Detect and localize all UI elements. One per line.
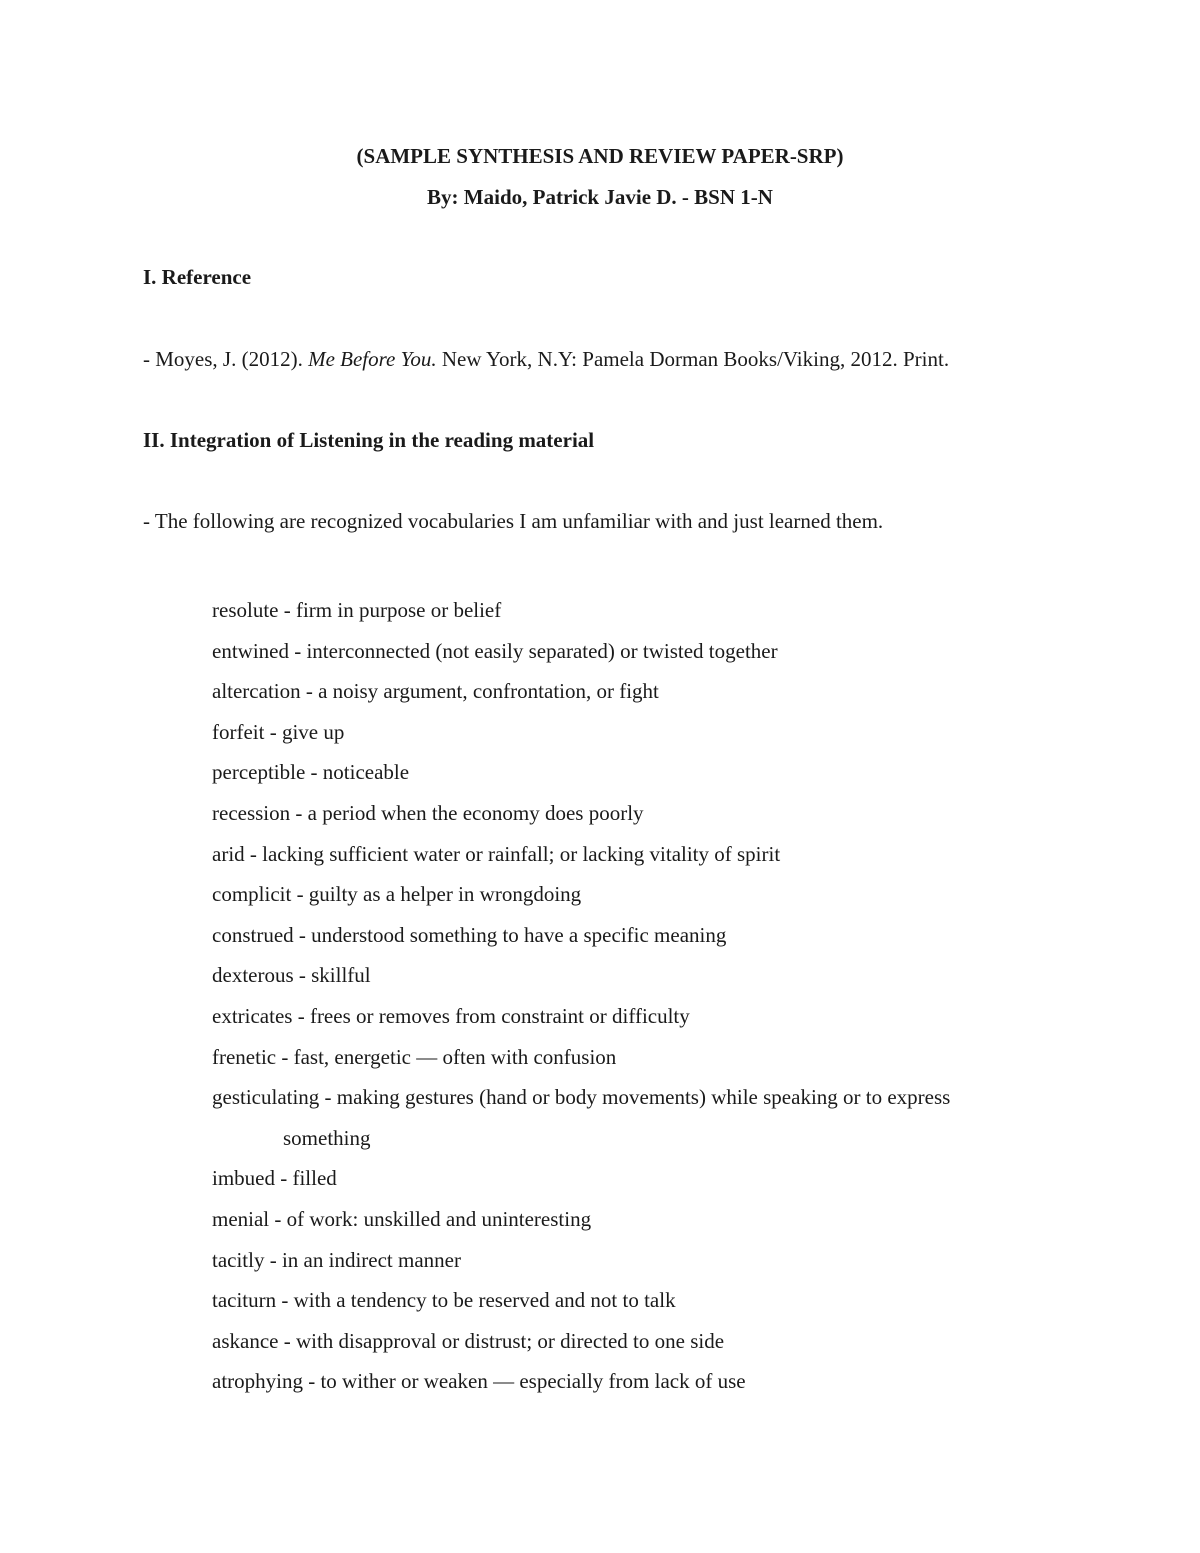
vocabulary-text: tacitly - in an indirect manner (212, 1247, 461, 1272)
vocabulary-text: gesticulating - making gestures (hand or body movements) while speaking or to express (212, 1085, 951, 1110)
vocabulary-text: complicit - guilty as a helper in wrongdoing (212, 882, 582, 907)
vocabulary-item (212, 1077, 1092, 1158)
vocabulary-text: construed - understood something to have a specific meaning (212, 922, 727, 947)
vocabulary-text: askance - with disapproval or distrust; or directed to one side (212, 1328, 725, 1353)
vocabulary-list (212, 590, 1092, 1402)
vocabulary-item (212, 1361, 1092, 1402)
vocabulary-text: dexterous - skillful (212, 963, 371, 988)
reference-heading: I. Reference (143, 265, 252, 289)
vocabulary-intro: - The following are recognized vocabularies I am unfamiliar with and just learned them. (143, 509, 884, 533)
book-title: Me Before You. (308, 347, 437, 371)
vocabulary-item (212, 590, 1092, 631)
vocabulary-text: frenetic - fast, energetic — often with confusion (212, 1044, 617, 1069)
citation-suffix: New York, N.Y: Pamela Dorman Books/Viking, 2012. Print. (436, 347, 950, 371)
vocabulary-text: taciturn - with a tendency to be reserved and not to talk (212, 1288, 676, 1313)
reference-citation (143, 347, 949, 372)
vocabulary-continuation: something (283, 1125, 371, 1150)
vocabulary-item (212, 1037, 1092, 1078)
vocabulary-item (212, 915, 1092, 956)
vocabulary-text: entwined - interconnected (not easily separated) or twisted together (212, 638, 778, 663)
vocabulary-item (212, 874, 1092, 915)
vocabulary-item (212, 631, 1092, 672)
vocabulary-item (212, 996, 1092, 1037)
vocabulary-text: resolute - firm in purpose or belief (212, 598, 502, 622)
vocabulary-text: altercation - a noisy argument, confrontation, or fight (212, 679, 659, 704)
vocabulary-item (212, 1321, 1092, 1362)
author-line: By: Maido, Patrick Javie D. - BSN 1-N (427, 185, 773, 209)
vocabulary-item (212, 793, 1092, 834)
vocabulary-text: atrophying - to wither or weaken — especially from lack of use (212, 1369, 746, 1394)
vocabulary-text: menial - of work: unskilled and uninteresting (212, 1206, 592, 1231)
vocabulary-text: forfeit - give up (212, 719, 345, 744)
vocabulary-item (212, 1240, 1092, 1281)
vocabulary-item (212, 1158, 1092, 1199)
document-title: (SAMPLE SYNTHESIS AND REVIEW PAPER-SRP) (356, 144, 844, 168)
vocabulary-text: perceptible - noticeable (212, 760, 410, 785)
vocabulary-item (212, 671, 1092, 712)
citation-prefix: - Moyes, J. (2012). (143, 347, 309, 371)
vocabulary-item (212, 834, 1092, 875)
vocabulary-text: recession - a period when the economy does poorly (212, 800, 644, 825)
vocabulary-item (212, 1280, 1092, 1321)
vocabulary-text: imbued - filled (212, 1166, 337, 1191)
vocabulary-item (212, 712, 1092, 753)
vocabulary-text: extricates - frees or removes from constraint or difficulty (212, 1003, 690, 1028)
vocabulary-item (212, 955, 1092, 996)
vocabulary-item (212, 1199, 1092, 1240)
vocabulary-text: arid - lacking sufficient water or rainfall; or lacking vitality of spirit (212, 841, 781, 866)
vocabulary-item (212, 752, 1092, 793)
integration-heading: II. Integration of Listening in the reading material (143, 428, 595, 452)
